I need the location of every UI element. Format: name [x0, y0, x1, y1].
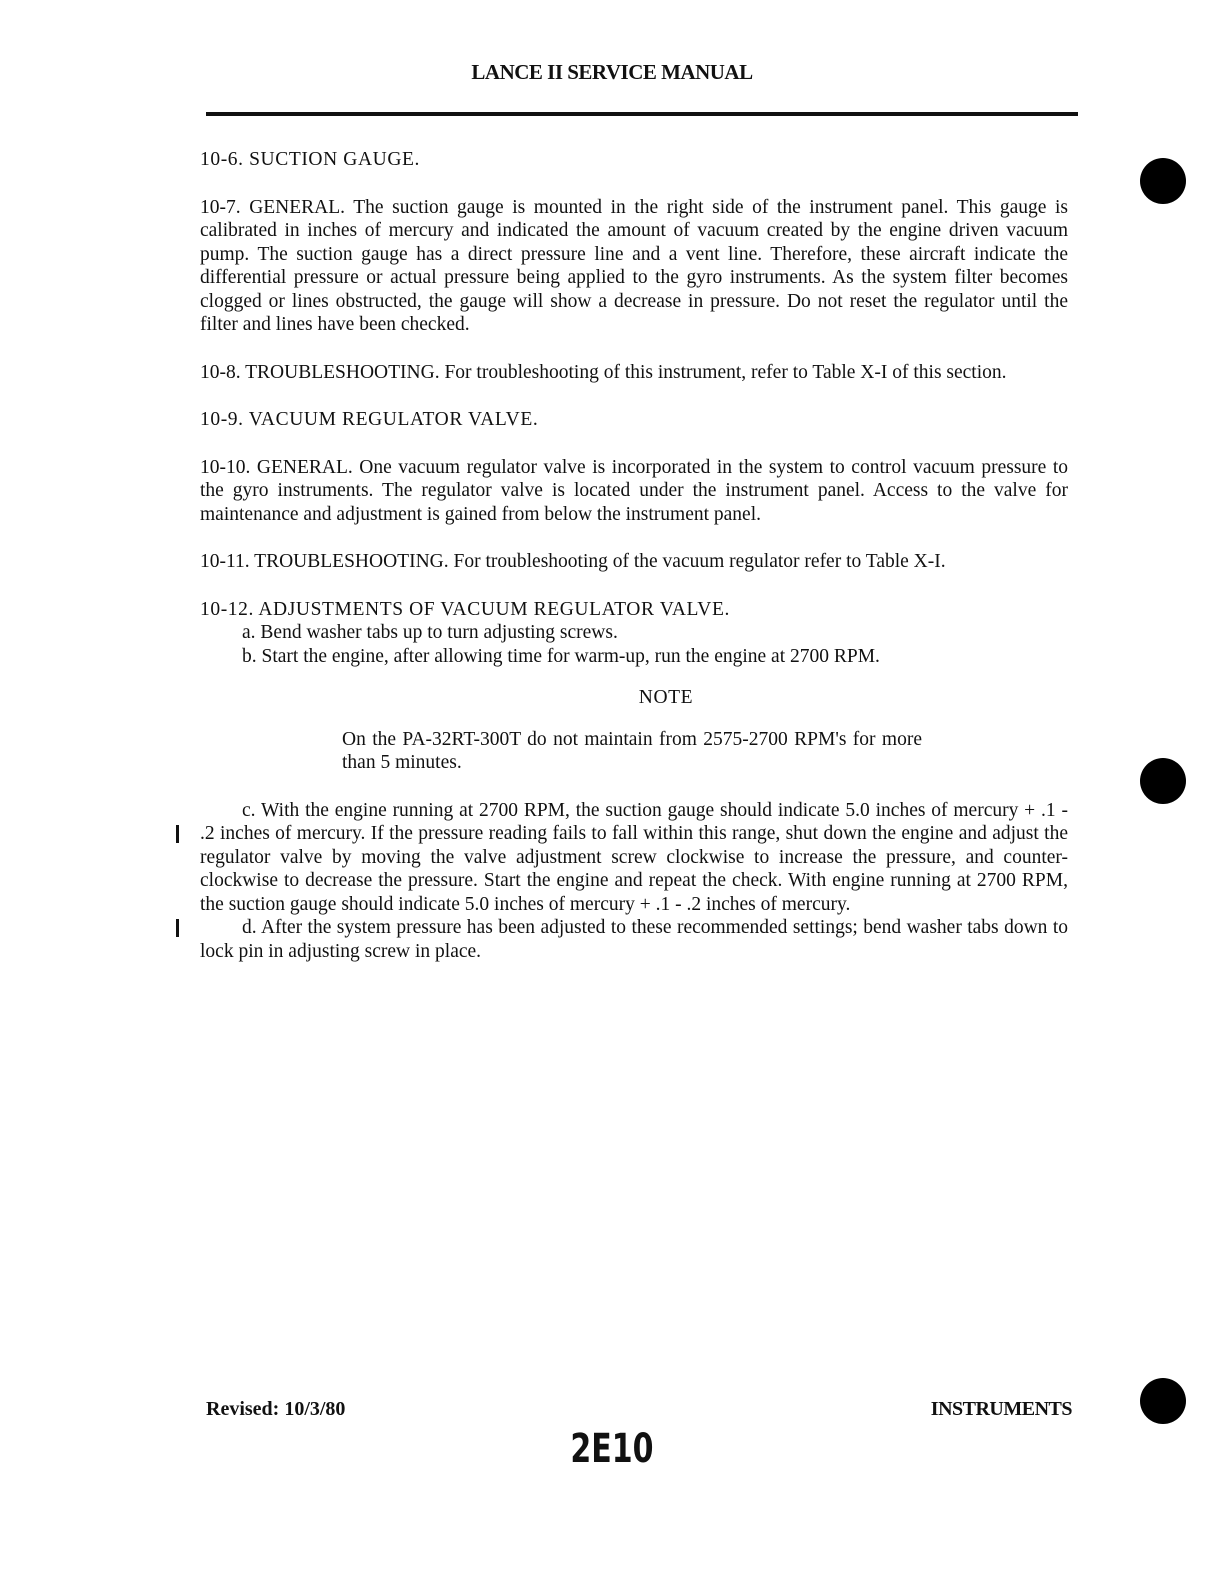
- paragraph-10-11-troubleshooting: 10-11. TROUBLESHOOTING. For troubleshooting of the vacuum regulator refer to Table X-I.: [200, 551, 946, 572]
- punch-hole-bottom: [1140, 1378, 1186, 1424]
- revised-steps: [200, 799, 1068, 964]
- paragraph-10-8-troubleshooting: 10-8. TROUBLESHOOTING. For troubleshooting of this instrument, refer to Table X-I of this section.: [200, 361, 1007, 383]
- header-rule: [206, 112, 1078, 116]
- section-name: INSTRUMENTS: [930, 1398, 1072, 1420]
- paragraph-10-10-general: 10-10. GENERAL. One vacuum regulator valve is incorporated in the system to control vacuum pressure to the gyro instruments. The regulator valve is located under the instrument panel. Access to the valve for maintenance and adjustment is gained from below the instrument panel.: [200, 456, 1068, 525]
- step-c: c. With the engine running at 2700 RPM, the suction gauge should indicate 5.0 inches of mercury + .1 - .2 inches of mercury. If the pressure reading fails to fall within this range, shut down the engine and adjust the regulator valve by moving the valve adjustment screw clockwise to increase the pressure, and counter-clockwise to decrease the pressure. Start the engine and repeat the check. With engine running at 2700 RPM, the suction gauge should indicate 5.0 inches of mercury + .1 - .2 inches of mercury.: [200, 799, 1068, 915]
- note-text: On the PA-32RT-300T do not maintain from 2575-2700 RPM's for more than 5 minutes.: [342, 728, 922, 773]
- page-code: 2E10: [570, 1426, 654, 1472]
- revision-date: Revised: 10/3/80: [206, 1398, 346, 1420]
- adjustment-procedure: [200, 598, 1068, 669]
- change-bar: [176, 825, 179, 843]
- punch-hole-middle: [1140, 758, 1186, 804]
- paragraph-10-7-general: 10-7. GENERAL. The suction gauge is mounted in the right side of the instrument panel. This gauge is calibrated in inches of mercury and indicated the amount of vacuum created by the engine driven vacuum pump. The suction gauge has a direct pressure line and a vent line. Therefore, these aircraft indicate the differential pressure or actual pressure being applied to the gyro instruments. As the system filter becomes clogged or lines obstructed, the gauge will show a decrease in pressure. Do not reset the regulator until the filter and lines have been checked.: [200, 196, 1068, 335]
- heading-vacuum-regulator-valve: 10-9. VACUUM REGULATOR VALVE.: [200, 409, 539, 430]
- step-d: d. After the system pressure has been adjusted to these recommended settings; bend washer tabs down to lock pin in adjusting screw in place.: [200, 917, 1068, 962]
- step-b: b. Start the engine, after allowing time for warm-up, run the engine at 2700 RPM.: [242, 645, 880, 667]
- change-bar: [176, 919, 179, 937]
- step-a: a. Bend washer tabs up to turn adjusting screws.: [242, 622, 618, 643]
- note-label: NOTE: [638, 687, 694, 708]
- heading-adjustments: 10-12. ADJUSTMENTS OF VACUUM REGULATOR VALVE.: [200, 598, 730, 620]
- manual-title: LANCE II SERVICE MANUAL: [471, 60, 753, 84]
- heading-suction-gauge: 10-6. SUCTION GAUGE.: [200, 149, 420, 170]
- page-body: [200, 148, 1068, 963]
- punch-hole-top: [1140, 158, 1186, 204]
